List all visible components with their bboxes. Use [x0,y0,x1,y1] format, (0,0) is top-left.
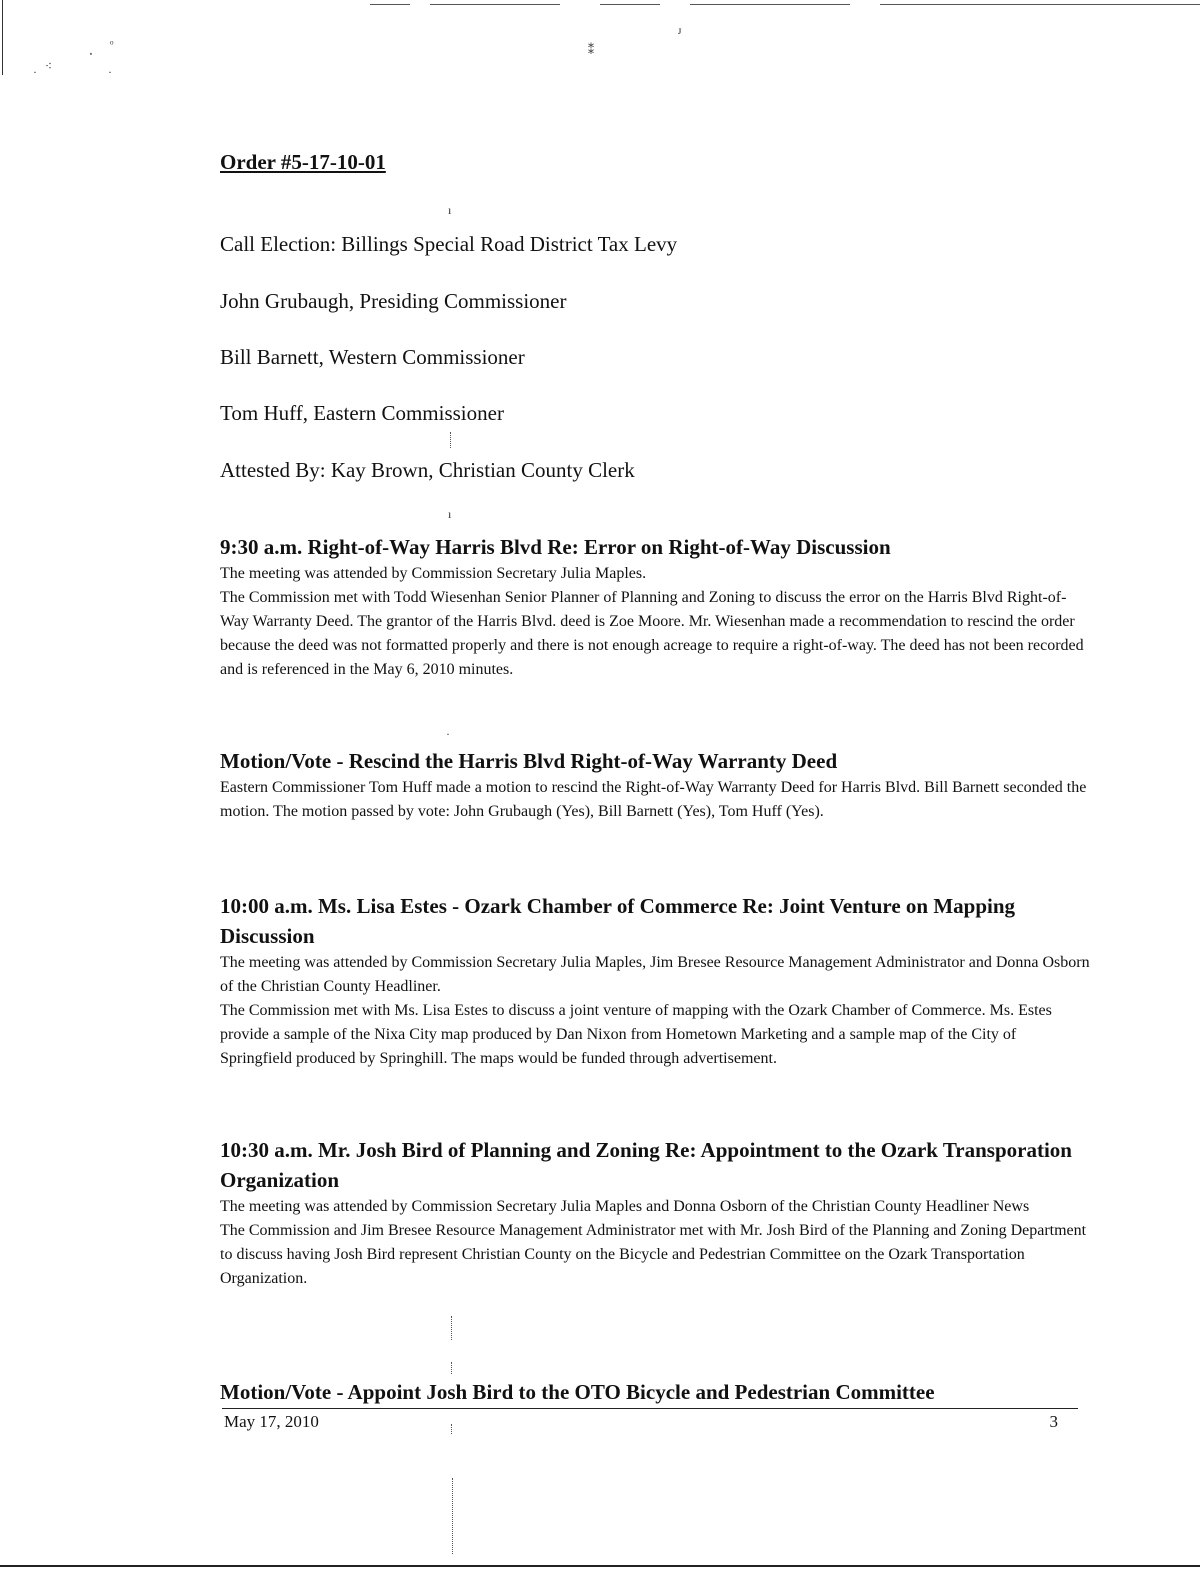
western-commissioner: Bill Barnett, Western Commissioner [220,345,525,369]
scan-speck: · [108,65,112,79]
scan-bottom-edge [0,1565,1200,1567]
scan-speck: ᵒ [110,37,114,51]
scan-speck: · [446,727,450,741]
scan-speck: ı [448,507,452,521]
eastern-commissioner: Tom Huff, Eastern Commissioner [220,401,504,425]
scan-dots [451,1316,453,1340]
order-title: Order #5-17-10-01 [220,150,386,174]
scan-speck: ⸼ [90,41,93,55]
scan-mark [370,4,410,5]
section-heading: 10:00 a.m. Ms. Lisa Estes - Ozark Chamber of Commerce Re: Joint Venture on Mapping Discussion [220,894,1016,948]
presiding-commissioner: John Grubaugh, Presiding Commissioner [220,289,567,313]
discussion-paragraph: The Commission and Jim Bresee Resource Management Administrator met with Mr. Josh Bird of the Planning and Zoning Department to discuss having Josh Bird represent Christian County on the Bicycle and Pedestrian Committee on the Ozark Transportation Organization. [220,1222,1087,1287]
motion-paragraph: Eastern Commissioner Tom Huff made a motion to rescind the Right-of-Way Warranty Deed for Harris Blvd. Bill Barnett seconded the motion. The motion passed by vote: John Grubaugh (Yes), Bill Barnett (Yes), Tom Huff (Yes). [220,779,1087,820]
discussion-paragraph: The Commission met with Ms. Lisa Estes to discuss a joint venture of mapping with the Ozark Chamber of Commerce. Ms. Estes provide a sample of the Nixa City map produced by Dan Nixon from Hometown Marketing and a sample map of the City of Springfield produced by Springhill. The maps would be funded through advertisement. [220,1002,1052,1067]
scan-dots [451,1362,453,1374]
scan-mark [880,4,1200,5]
scan-dots [450,432,452,448]
scan-speck: ⁖ [45,59,53,73]
section-heading: 10:30 a.m. Mr. Josh Bird of Planning and Zoning Re: Appointment to the Ozark Transporation Organization [220,1138,1072,1192]
scan-edge-line [2,0,3,75]
scan-dots [452,1478,454,1554]
minutes-section [220,1135,1090,1291]
scan-mark [430,4,560,5]
minutes-section [220,891,1090,1071]
attendance-paragraph: The meeting was attended by Commission Secretary Julia Maples and Donna Osborn of the Christian County Headliner News [220,1198,1030,1215]
scan-speck: · [33,65,37,79]
minutes-section [220,1377,1090,1407]
attendance-paragraph: The meeting was attended by Commission Secretary Julia Maples, Jim Bresee Resource Management Administrator and Donna Osborn of the Christian County Headliner. [220,954,1090,995]
scan-speck: ⁑ [588,43,594,57]
page-number: 3 [1049,1412,1058,1431]
section-heading: Motion/Vote - Rescind the Harris Blvd Right-of-Way Warranty Deed [220,749,838,773]
section-heading: Motion/Vote - Appoint Josh Bird to the OTO Bicycle and Pedestrian Committee [220,1380,935,1404]
scan-mark [600,4,660,5]
attested-by: Attested By: Kay Brown, Christian County Clerk [220,458,635,482]
footer-date: May 17, 2010 [224,1412,319,1431]
discussion-paragraph: The Commission met with Todd Wiesenhan Senior Planner of Planning and Zoning to discuss the error on the Harris Blvd Right-of-Way Warranty Deed. The grantor of the Harris Blvd. deed is Zoe Moore. Mr. Wiesenhan made a recommendation to rescind the order because the deed was not formatted properly and there is not enough acreage to require a right-of-way. The deed has not been recorded and is referenced in the May 6, 2010 minutes. [220,589,1084,678]
page-footer [222,1408,1078,1437]
scan-speck: ᴊ [678,23,682,37]
scan-mark [690,4,850,5]
scan-speck: ı [448,203,452,217]
attendance-paragraph: The meeting was attended by Commission Secretary Julia Maples. [220,565,647,582]
election-title: Call Election: Billings Special Road District Tax Levy [220,232,678,256]
section-heading: 9:30 a.m. Right-of-Way Harris Blvd Re: Error on Right-of-Way Discussion [220,535,891,559]
minutes-section [220,746,1090,824]
minutes-section [220,532,1090,682]
